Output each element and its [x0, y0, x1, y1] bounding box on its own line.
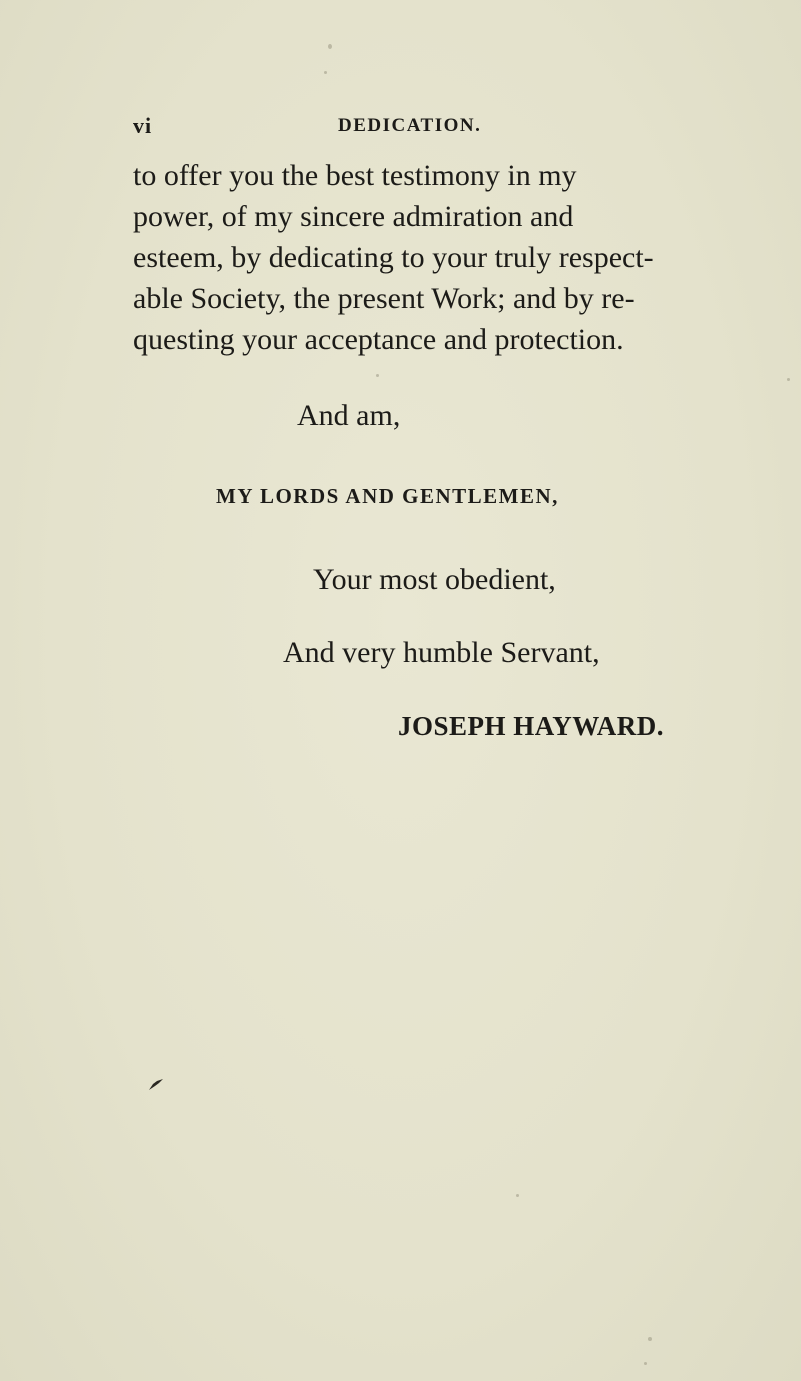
closing-servant: And very humble Servant, [283, 636, 600, 669]
printer-mark-icon [148, 1078, 164, 1092]
paragraph-line: questing your acceptance and protection. [133, 323, 624, 356]
paper-speck [376, 374, 379, 377]
dedication-paragraph [133, 155, 713, 360]
closing-obedient: Your most obedient, [313, 563, 556, 596]
paragraph-line: power, of my sincere admiration and [133, 200, 574, 233]
signature: JOSEPH HAYWARD. [398, 711, 665, 741]
paper-speck [516, 1194, 519, 1197]
paragraph-line: esteem, by dedicating to your truly respect- [133, 241, 654, 274]
paragraph-line: able Society, the present Work; and by re- [133, 282, 635, 315]
paper-speck [644, 1362, 647, 1365]
closing-and-am: And am, [297, 399, 401, 432]
paper-speck [648, 1337, 652, 1341]
running-head-title: DEDICATION. [338, 115, 482, 136]
paper-speck [787, 378, 790, 381]
page-number: vi [133, 113, 153, 138]
paper-speck [328, 44, 332, 49]
paper-speck [324, 71, 327, 74]
paragraph-line: to offer you the best testimony in my [133, 159, 577, 192]
running-head [0, 113, 801, 143]
salutation: MY LORDS AND GENTLEMEN, [216, 484, 559, 508]
